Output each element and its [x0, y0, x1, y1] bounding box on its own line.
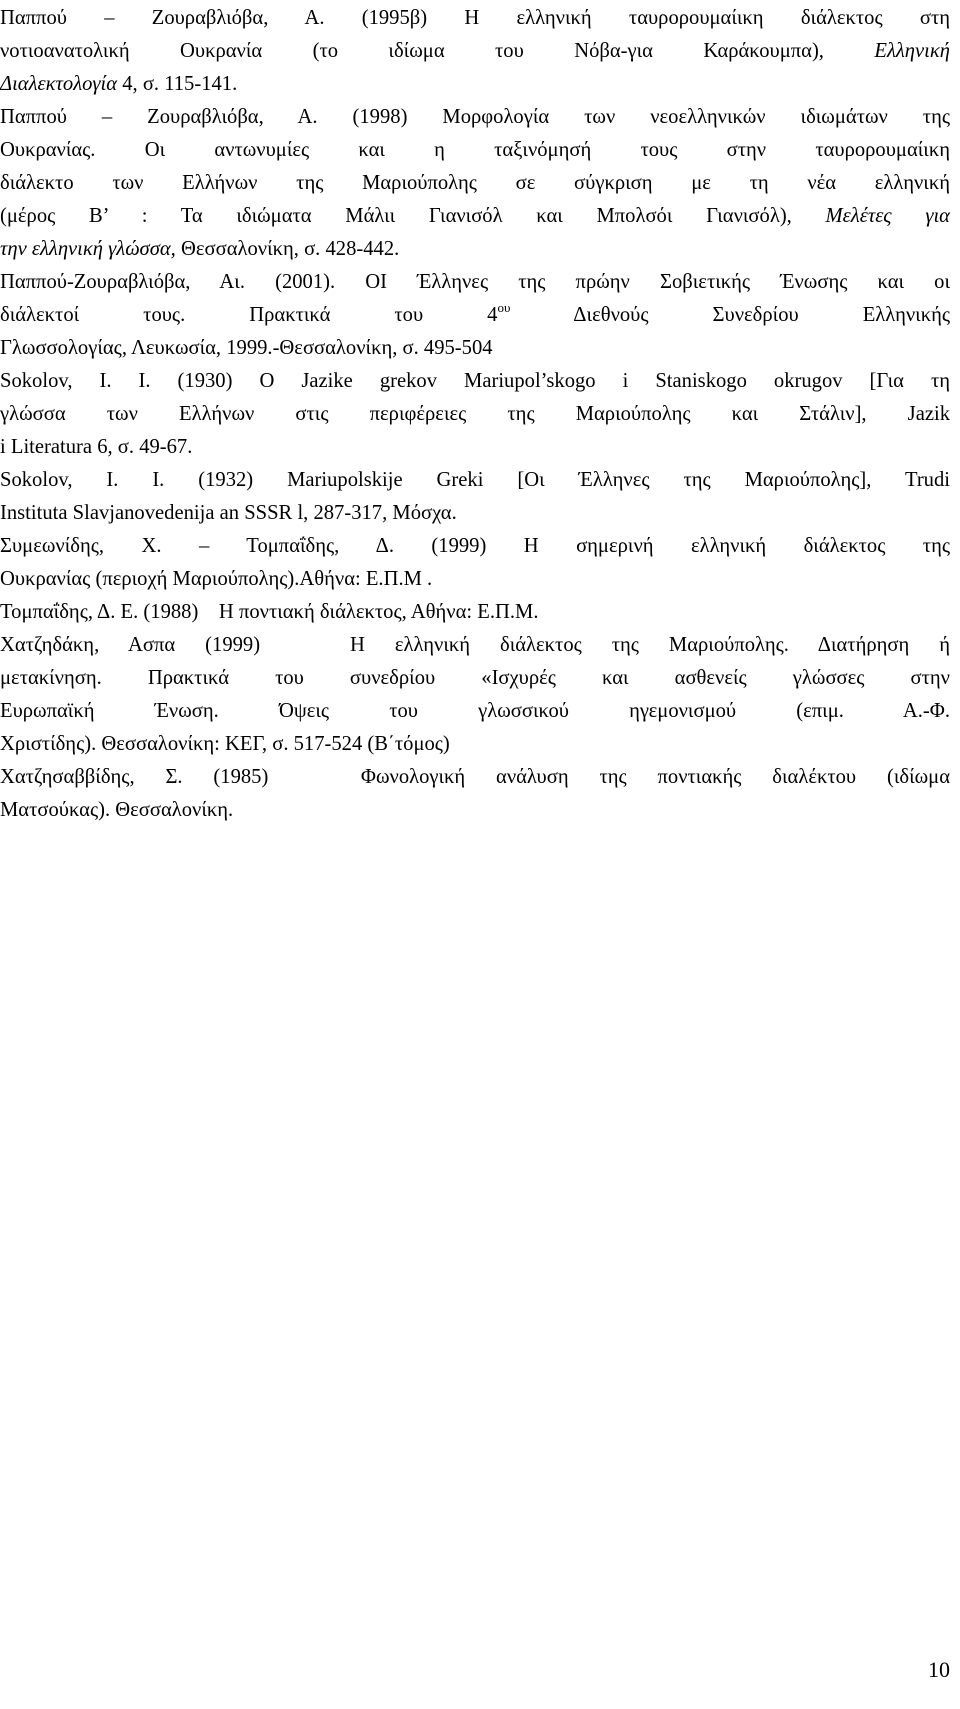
reference-line: Τομπαΐδης, Δ. Ε. (1988) Η ποντιακή διάλεκτος, Αθήνα: Ε.Π.Μ.	[0, 601, 539, 623]
reference-line: την ελληνική γλώσσα, Θεσσαλονίκη, σ. 428-442.	[0, 238, 400, 260]
reference-line: Παππού – Ζουραβλιόβα, Α. (1998) Μορφολογία των νεοελληνικών ιδιωμάτων της	[0, 106, 950, 128]
reference-line: Γλωσσολογίας, Λευκωσία, 1999.-Θεσσαλονίκη, σ. 495-504	[0, 337, 493, 359]
reference-entry	[0, 629, 950, 761]
reference-line: διάλεκτοί τους. Πρακτικά του $4^{o\upsilon}$ Διεθνούς Συνεδρίου Ελληνικής	[0, 300, 951, 326]
reference-line: Χατζηδάκη, Ασπα (1999) Η ελληνική διάλεκτος της Μαριούπολης. Διατήρηση ή	[0, 634, 950, 656]
reference-line: Sokolov, I. I. (1932) Mariupolskije Greki [Οι Έλληνες της Μαριούπολης], Trudi	[0, 469, 950, 491]
reference-line: (μέρος Β’ : Τα ιδιώματα Μάλιι Γιανισόλ και Μπολσόι Γιανισόλ), Μελέτες για	[0, 205, 950, 227]
reference-entry	[0, 2, 950, 101]
reference-line: μετακίνηση. Πρακτικά του συνεδρίου «Ισχυρές και ασθενείς γλώσσες στην	[0, 667, 950, 689]
reference-line: διάλεκτο των Ελλήνων της Μαριούπολης σε σύγκριση με τη νέα ελληνική	[0, 172, 950, 194]
reference-entry	[0, 365, 950, 464]
reference-entry	[0, 530, 950, 596]
reference-line: Ουκρανίας (περιοχή Μαριούπολης).Αθήνα: Ε.Π.Μ .	[0, 568, 433, 590]
reference-entry	[0, 101, 950, 266]
reference-line: γλώσσα των Ελλήνων στις περιφέρειες της Μαριούπολης και Στάλιν], Jazik	[0, 403, 950, 425]
reference-entry	[0, 761, 950, 827]
reference-line: Ματσούκας). Θεσσαλονίκη.	[0, 799, 234, 821]
reference-line: Χατζησαββίδης, Σ. (1985) Φωνολογική ανάλυση της ποντιακής διαλέκτου (ιδίωμα	[0, 766, 950, 788]
reference-line: νοτιοανατολική Ουκρανία (το ιδίωμα του Νόβα-για Καράκουμπα), Ελληνική	[0, 40, 950, 62]
reference-line: Συμεωνίδης, Χ. – Τομπαΐδης, Δ. (1999) Η σημερινή ελληνική διάλεκτος της	[0, 535, 950, 557]
reference-line: Χριστίδης). Θεσσαλονίκη: ΚΕΓ, σ. 517-524 (Β΄τόμος)	[0, 733, 450, 755]
reference-line: Ουκρανίας. Οι αντωνυμίες και η ταξινόμησή τους στην ταυρορουμαίικη	[0, 139, 950, 161]
reference-line: Sokolov, I. I. (1930) O Jazike grekov Mariupol’skogo i Staniskogo okrugov [Για τη	[0, 370, 950, 392]
reference-entry	[0, 596, 950, 629]
reference-line: Παππού-Ζουραβλιόβα, Αι. (2001). ΟΙ Έλληνες της πρώην Σοβιετικής Ένωσης και οι	[0, 271, 950, 293]
reference-entry	[0, 266, 950, 365]
reference-entry	[0, 464, 950, 530]
reference-line: Διαλεκτολογία 4, σ. 115-141.	[0, 73, 238, 95]
reference-line: Instituta Slavjanovedenija an SSSR l, 287-317, Μόσχα.	[0, 502, 457, 524]
reference-line: i Literatura 6, σ. 49-67.	[0, 436, 193, 458]
reference-line: Παππού – Ζουραβλιόβα, Α. (1995β) Η ελληνική ταυρορουμαίικη διάλεκτος στη	[0, 7, 950, 29]
reference-line: Ευρωπαϊκή Ένωση. Όψεις του γλωσσικού ηγεμονισμού (επιμ. Α.-Φ.	[0, 700, 950, 722]
page-number: 10	[928, 1657, 950, 1682]
